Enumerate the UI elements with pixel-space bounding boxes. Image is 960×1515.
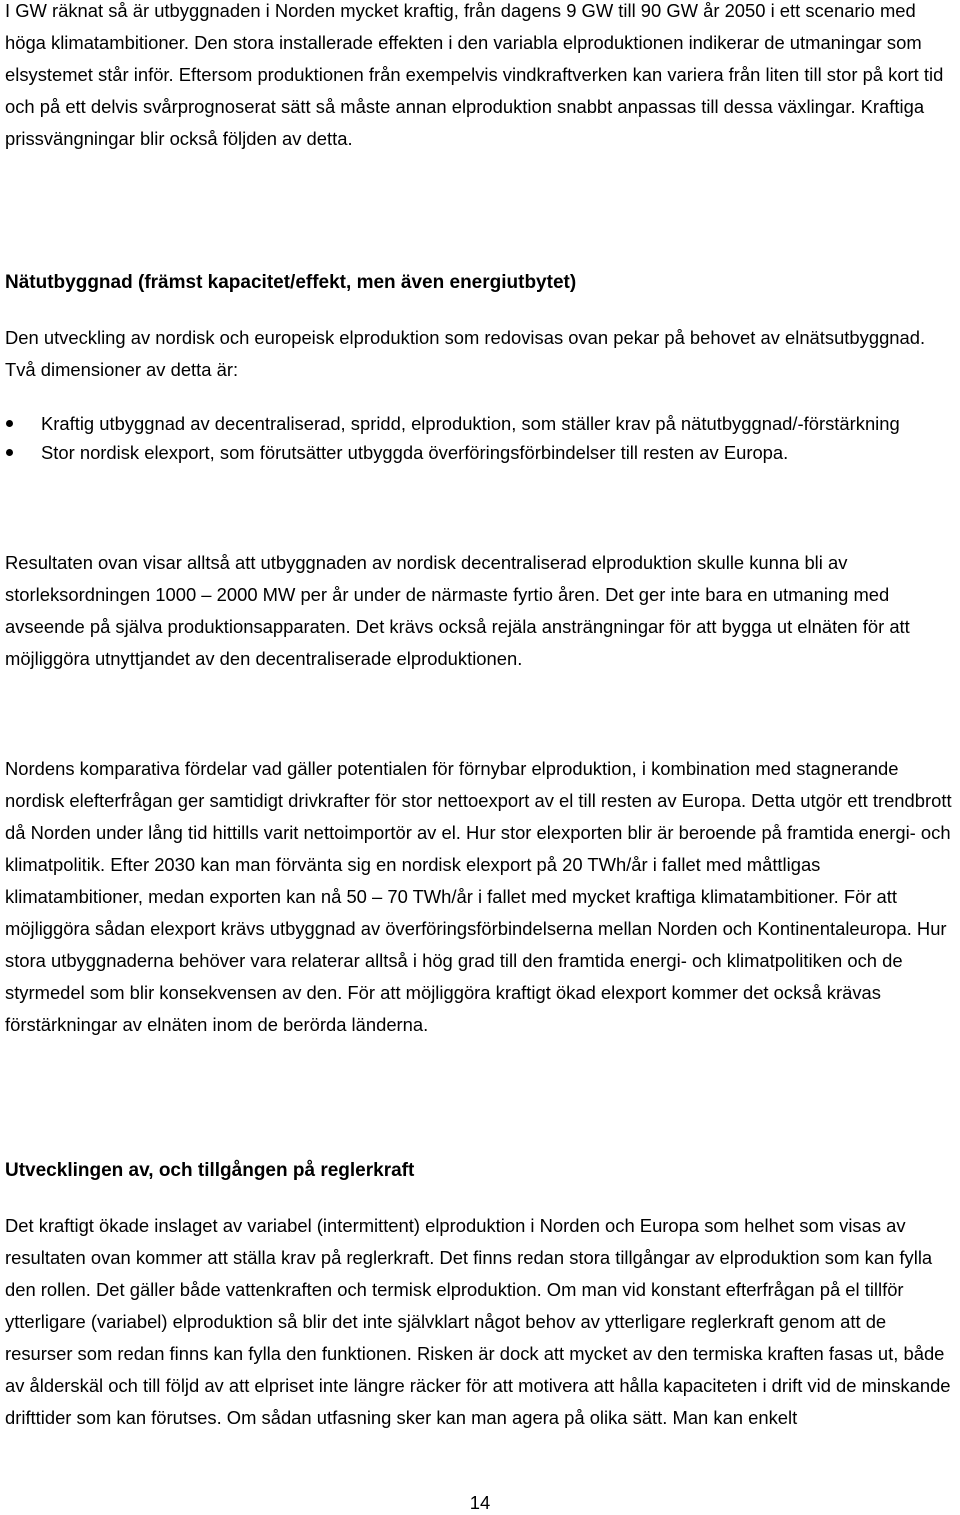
results-paragraph: Resultaten ovan visar alltså att utbyggnaden av nordisk decentraliserad elproduktion skulle kunna bli av storleksordningen 1000 – 2000 MW per år under de närmaste fyrtio åren. Det ger inte bara en utmaning med avseende på själva produktionsapparaten. Det krävs också rejäla ansträngningar för att bygga ut elnäten för att möjliggöra utnyttjandet av den decentraliserade elproduktionen.	[5, 552, 910, 669]
dimension-bullet-list	[0, 409, 955, 467]
page-number: 14	[469, 1492, 491, 1513]
intro-paragraph: I GW räknat så är utbyggnaden i Norden mycket kraftig, från dagens 9 GW till 90 GW år 2050 i ett scenario med höga klimatambitioner. Den stora installerade effekten i den variabla elproduktionen indikerar de utmaningar som elsystemet står inför. Eftersom produktionen från exempelvis vindkraftverken kan variera från liten till stor på kort tid och på ett delvis svårprognoserat sätt så måste annan elproduktion snabbt anpassas till dessa växlingar. Kraftiga prissvängningar blir också följden av detta.	[5, 0, 944, 149]
export-paragraph: Nordens komparativa fördelar vad gäller potentialen för förnybar elproduktion, i kombination med stagnerande nordisk elefterfrågan ger samtidigt drivkrafter för stor nettoexport av el till resten av Europa. Detta utgör ett trendbrott då Norden under lång tid hittills varit nettoimportör av el. Hur stor elexporten blir är beroende på framtida energi- och klimatpolitik. Efter 2030 kan man förvänta sig en nordisk elexport på 20 TWh/år i fallet med måttligas klimatambitioner, medan exporten kan nå 50 – 70 TWh/år i fallet med mycket kraftiga klimatambitioner. För att möjliggöra sådan elexport krävs utbyggnad av överföringsförbindelserna mellan Norden och Kontinentaleuropa. Hur stora utbyggnaderna behöver vara relaterar alltså i hög grad till den framtida energi- och klimatpolitiken och de styrmedel som blir konsekvensen av den. För att möjliggöra kraftigt ökad elexport kommer det också krävas förstärkningar av elnäten inom de berörda länderna.	[5, 758, 952, 1035]
section-heading-balancing-power: Utvecklingen av, och tillgången på reglerkraft	[5, 1160, 415, 1181]
bullet-item	[0, 409, 955, 438]
section-heading-grid-expansion: Nätutbyggnad (främst kapacitet/effekt, men även energiutbytet)	[5, 272, 577, 293]
bullet-icon	[6, 449, 13, 456]
grid-expansion-paragraph: Den utveckling av nordisk och europeisk elproduktion som redovisas ovan pekar på behovet av elnätsutbyggnad. Två dimensioner av detta är:	[5, 327, 926, 380]
bullet-item	[0, 438, 955, 467]
balancing-power-paragraph: Det kraftigt ökade inslaget av variabel (intermittent) elproduktion i Norden och Europa som helhet som visas av resultaten ovan kommer att ställa krav på reglerkraft. Det finns redan stora tillgångar av elproduktion som kan fylla den rollen. Det gäller både vattenkraften och termisk elproduktion. Om man vid konstant efterfrågan på el tillför ytterligare (variabel) elproduktion så blir det inte självklart något behov av ytterligare reglerkraft genom att de resurser som redan finns kan fylla den funktionen. Risken är dock att mycket av den termiska kraften fasas ut, både av ålderskäl och till följd av att elpriset inte längre räcker för att motivera att hålla kapaciteten i drift vid de minskande drifttider som kan förutses. Om sådan utfasning sker kan man agera på olika sätt. Man kan enkelt	[5, 1215, 951, 1428]
bullet-icon	[6, 420, 13, 427]
bullet-text: Stor nordisk elexport, som förutsätter utbyggda överföringsförbindelser till resten av Europa.	[41, 442, 789, 463]
bullet-text: Kraftig utbyggnad av decentraliserad, spridd, elproduktion, som ställer krav på nätutbyggnad/-förstärkning	[41, 413, 900, 434]
